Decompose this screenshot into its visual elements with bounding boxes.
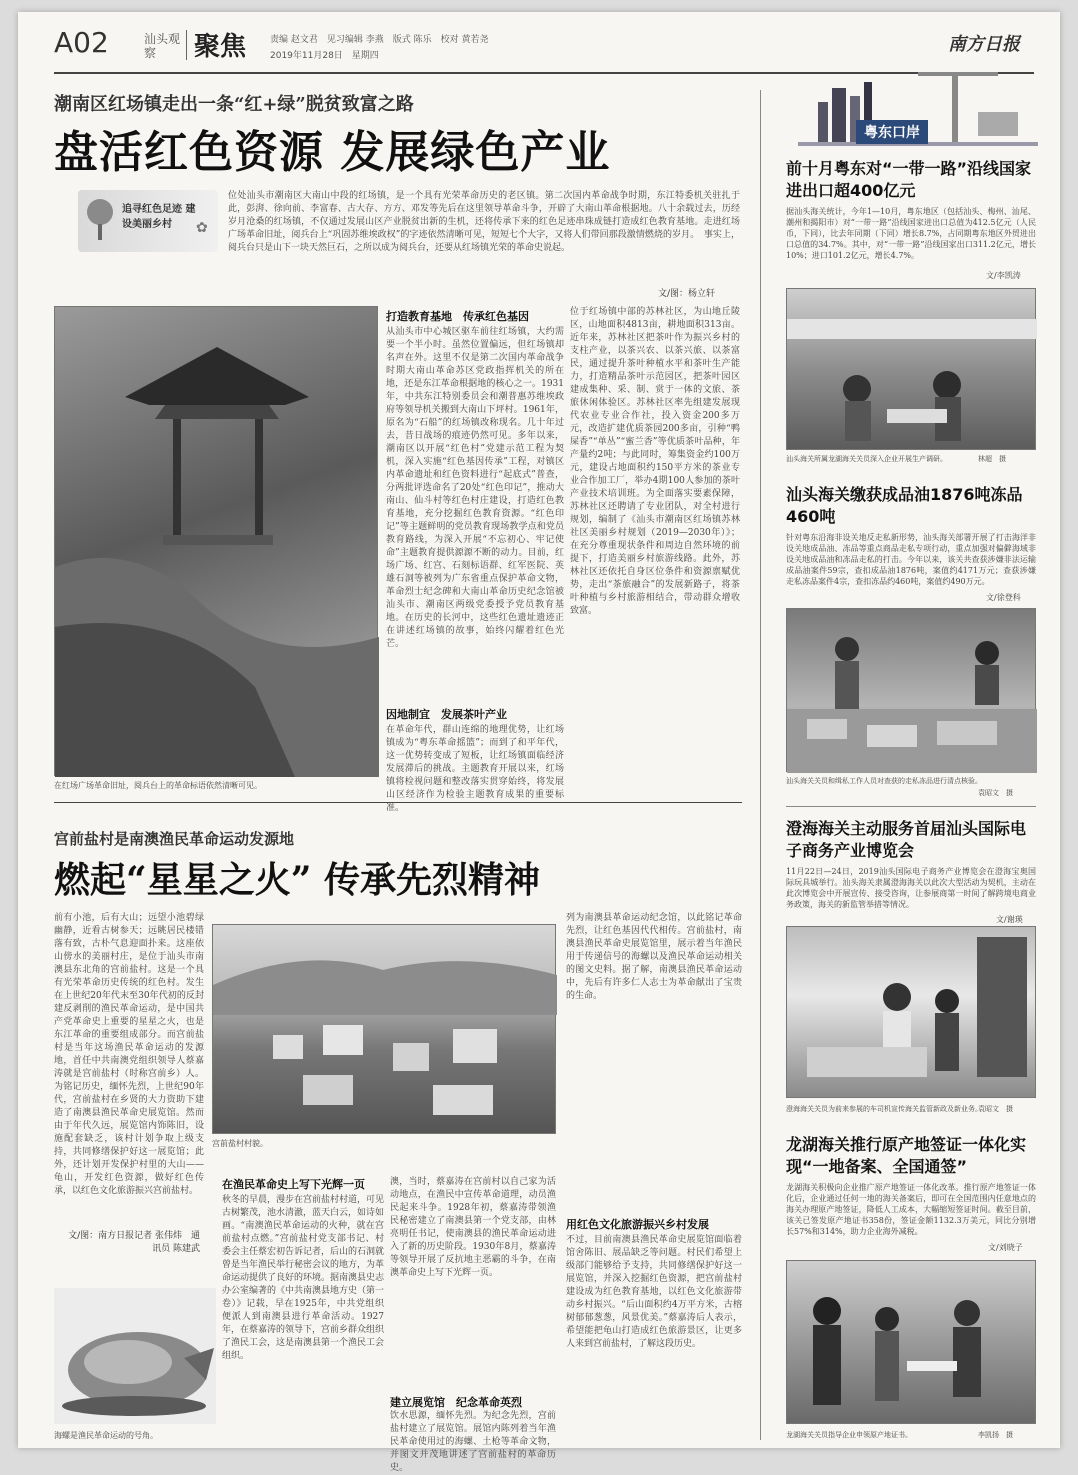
side-item-1-text: 据汕头海关统计，今年1—10月，粤东地区（包括汕头、梅州、汕尾、潮州和揭阳市）对“一带一路”沿线国家进出口总值为412.5亿元（人民币，下同），比去年同期（下同）增长8.7%，占同期粤东地区外贸进出口总值的34.7%。其中，对“一带一路”沿线国家出口311.2亿元，增长10%；进口101.2亿元，增长4.7%。 [786, 207, 1036, 260]
credits: 责编 赵文君 见习编辑 李燕 版式 陈乐 校对 黄若尧 [270, 35, 489, 45]
sidebar-banner-label: 粤东口岸 [856, 120, 928, 144]
village-drawing [213, 925, 557, 1135]
side-item-4-caption: 龙湖海关关员指导企业申领原产地证书。 [786, 1431, 912, 1439]
lead-badge-text: 追寻红色足迹 建设美丽乡村 [122, 204, 196, 230]
side-item-4-title: 龙湖海关推行原产地签证一体化实现“一地备案、全国通签” [786, 1135, 1027, 1176]
second-col4: 列为南澳县革命运动纪念馆，以此铭记革命先烈，让红色基因代代相传。宫前盐村，南澳县渔民革命史展览馆里，展示着当年渔民用于传递信号的海螺以及渔民革命运动相关的图文史料。据了解，南澳县渔民革命运动中，先后有许多仁人志士为革命献出了宝贵的生命。 [566, 913, 742, 1001]
second-byline: 文/图：南方日报记者 张伟炜 通讯员 陈建武 [68, 1231, 200, 1254]
second-col2: 秋冬的早晨，漫步在宫前盐村村道，可见古树繁茂，池水清澈，蓝天白云，如诗如画。“南澳渔民革命运动的火种，就在宫前盐村点燃。”宫前盐村党支部书记、村委会主任蔡宏初告诉记者，后山的石洞就曾是当年渔民举行秘密会议的地方，为革命运动提供了良好的环境。据南澳县史志办公室编著的《中共南澳县地方史（第一卷）》记载，早在1925年，中共党组织便派人到南澳县进行革命活动。1927年，在蔡嘉涛的领导下，宫前乡群众组织了渔民工会，这是南澳县第一个渔民工会组织。 [222, 1195, 385, 1361]
sidebar-banner [798, 62, 1038, 152]
side-item-3-text: 11月22日—24日，2019汕头国际电子商务产业博览会在澄海宝奥国际玩具城举行。汕头海关隶属澄海海关以此次大型活动为契机，主动在此次博览会中开展宣传、接受咨询，让参展商第一时间了解跨境电商业务政策，海关的新监管举措等情况。 [786, 867, 1036, 909]
second-kicker: 宫前盐村是南澳渔民革命运动发源地 [54, 830, 295, 848]
side-item-3-photo [786, 926, 1036, 1098]
customs-service-drawing [787, 1261, 1037, 1425]
second-col3: 澳，当时，蔡嘉涛在宫前村以自己家为活动地点，在渔民中宣传革命道理，动员渔民起来斗争。1928年初，蔡嘉涛带领渔民秘密建立了南澳县第一个党支部，由林亮明任书记，使南澳县的渔民革命运动进入了新的历史阶段。1930年8月，蔡嘉涛等领导开展了反抗地主恶霸的斗争，在南澳革命史上写下光辉一页。 [390, 1177, 556, 1278]
side-item-1-credit: 林超 摄 [978, 455, 1006, 463]
conch-photo [54, 1288, 216, 1424]
side-item-3-caption: 澄海海关关员为前来参展的车司机宣传海关监管新政及新业务。 [786, 1105, 982, 1113]
side-item-2-byline: 文/徐登科 [986, 593, 1021, 602]
section-name: 汕头观察 [144, 32, 181, 60]
side-item-1-byline: 文/李凯涛 [986, 271, 1021, 280]
second-col3b: 饮水思源，缅怀先烈。为纪念先烈，宫前盐村建立了展览馆。展馆内陈列着当年渔民革命使用过的海螺、土枪等革命文物，并图文并茂地讲述了宫前盐村的革命历史。 [390, 1411, 556, 1473]
paper-logo: 南方日报 [948, 34, 1020, 55]
village-caption: 宫前盐村村貌。 [212, 1139, 268, 1148]
tree-icon [84, 198, 116, 242]
expo-booth-drawing [787, 927, 1037, 1099]
side-item-4-credit: 李凯扬 摄 [978, 1431, 1013, 1439]
side-item-1-title: 前十月粤东对“一带一路”沿线国家进出口超400亿元 [786, 159, 1032, 200]
conch-shell-drawing [54, 1288, 216, 1424]
lead-col2: 位于红场镇中部的苏林社区，为山地丘陵区，山地面积4813亩，耕地面积313亩。近年来，苏林社区把茶叶作为振兴乡村的支柱产业，以茶兴农、以茶兴旅、以茶富民，通过提升茶叶种植水平和茶叶生产能力，打造精品茶叶示范园区，把茶叶园区建成集种、采、制、赏于一体的文旅、茶旅休闲体验区。苏林社区率先组建发展现代农业专业合作社，投入资金200多万元，改造扩建优质茶园200多亩，引种“鸭屎香”“单丛”“蜜兰香”等优质茶叶品种，年产量约2吨；与此同时，筹集资金约100万元，建设占地面积约150平方米的茶业专业合作加工厂，举办4期100人参加的茶叶产业技术培训班。为全面落实要素保障，苏林社区还聘请了专业团队，对全村进行规划，编制了《汕头市潮南区红场镇苏林社区美丽乡村规划（2019—2030年）》；在充分尊重现状条件和周边自然环境的前提下，打造美丽乡村旅游线路。此外，苏林社区还依托自身区位条件和资源禀赋优势，走出“茶旅融合”的发展新路子，将茶叶种植与乡村旅游相结合，带动群众增收致富。 [570, 307, 740, 616]
lead-badge [78, 190, 218, 252]
second-subhead-2: 建立展览馆 纪念革命英烈 [390, 1396, 522, 1409]
lead-byline: 文/图：杨立轩 [658, 289, 716, 299]
side-item-1-photo [786, 288, 1036, 450]
side-item-3-credit: 袁昭文 摄 [978, 1105, 1013, 1113]
lead-kicker: 潮南区红场镇走出一条“红+绿”脱贫致富之路 [54, 94, 414, 115]
second-subhead-1: 在渔民革命史上写下光辉一页 [222, 1178, 365, 1191]
pavilion-photo [54, 306, 378, 776]
second-col4b: 不过，目前南澳县渔民革命史展览馆面临着馆舍陈旧、展品缺乏等问题。村民们希望上级部门能够给予支持，共同修缮保护好这一展览馆，并深入挖掘红色资源，把宫前盐村建设成为红色教育基地，以红色文化旅游带动乡村振兴。“后山面积约4万平方米，古榕树郁郁葱葱，风景优美。”蔡嘉涛后人表示，希望能把龟山打造成红色旅游景区，让更多人来到宫前盐村，了解这段历史。 [566, 1235, 742, 1349]
footprint-icon: ✿ [196, 220, 208, 236]
side-item-4-photo [786, 1260, 1036, 1424]
side-item-4-text: 龙湖海关积极向企业推广原产地签证一体化改革。推行原产地签证一体化后，企业通过任何一地的海关备案后，即可在全国范围内任意地点的海关办理原产地签证，降低人工成本，大幅缩短签证时间。截至目前，该关已签发原产地证书358份，签证金额1132.3万美元，同比分别增长57%和314%，助力企业海外减税。 [786, 1183, 1036, 1236]
frozen-goods-inspection-drawing [787, 609, 1037, 773]
side-item-2-text: 针对粤东沿海非设关地反走私新形势，汕头海关部署开展了打击海洋非设关地成品油、冻品等重点商品走私专项行动，重点加强对偏僻海域非设关地成品油和冻品走私的打击。今年以来，该关共查获涉嫌非法运输成品油案件59宗，查扣成品油1876吨，案值约4171万元；查获涉嫌走私冻品案件4宗，查扣冻品约460吨，案值约490万元。 [786, 533, 1036, 586]
lead-headline: 盘活红色资源 发展绿色产业 [54, 127, 611, 178]
side-item-3-byline: 文/谢瑛 [996, 915, 1023, 924]
lead-subhead-2: 因地制宜 发展茶叶产业 [386, 708, 507, 721]
newspaper-page [18, 12, 1060, 1473]
second-headline: 燃起“星星之火” 传承先烈精神 [54, 859, 540, 901]
side-item-3-title: 澄海海关主动服务首届汕头国际电子商务产业博览会 [786, 819, 1027, 860]
column-name: 聚焦 [194, 32, 247, 62]
side-item-2-photo [786, 608, 1036, 772]
side-item-2-title: 汕头海关缴获成品油1876吨冻品460吨 [786, 485, 1023, 526]
second-col1: 前有小池，后有大山；远望小池碧绿幽静，近看古树参天；远眺居民楼错落有致，古朴气息迎面扑来。这座依山傍水的美丽村庄，是位于汕头市南澳县东北角的宫前盐村。这是一个具有光荣革命历史传统的红色村。发生在上世纪20年代末至30年代初的反封建反剥削的渔民革命运动，是中国共产党革命史上重要的星星之火，也是东江革命的重要组成部分。而宫前盐村是当年这场渔民革命运动的发源地，首任中共南澳党组织领导人蔡嘉涛就是宫前盐村（时称宫前乡）人。为铭记历史，缅怀先烈，上世纪90年代，宫前盐村在乡贤的大力资助下建造了南澳县渔民革命史展览馆。然而由于年代久远，展览馆内饰陈旧，设施配套缺乏，该村计划争取上级支持，共同修缮保护好这一展览馆；此外，还计划开发保护村里的大山——龟山，开发红色资源，做好红色传承，以红色文化旅游振兴宫前盐村。 [54, 913, 204, 1196]
issue-date: 2019年11月28日 星期四 [270, 51, 379, 61]
lead-col1: 从汕头市中心城区驱车前往红场镇，大约需要一个半小时。虽然位置偏远，但红场镇却名声在外。这里不仅是第二次国内革命战争时期大南山革命苏区党政指挥机关的所在地，还是东江革命根据地的核心之一。1931年，中共东江特别委员会和潮普惠苏维埃政府等领导机关搬到大南山下坪村。1961年，原名为“石船”的红场镇改称现名。几十年过去，昔日战场的痕迹仍然可见。多年以来，潮南区以开展“红色村”党建示范工程为契机，深入实施“红色基因传承”工程，对镇区内革命遗址和红色资料进行“起底式”普查，分两批评选命名了20处“红色印记”，推动大南山、仙斗村等红色村庄建设，打造红色教育基地，充分挖掘红色教育资源。“红色印记”等主题鲜明的党员教育现场教学点和党员教育路线，为深入开展“不忘初心、牢记使命”主题教育提供源源不断的动力。目前，红场广场、红宫、石刻标语群、红军医院、英雄石洞等被列为广东省重点保护革命文物，革命烈士纪念碑和大南山革命历史纪念馆被汕头市、潮南区两级党委授予党员教育基地。在历史的长河中，这些红色遗址遗迹正在讲述红场镇的故事，始终闪耀着红色光芒。 [386, 327, 564, 649]
side-item-4-byline: 文/刘晓子 [988, 1243, 1023, 1252]
pavilion-caption: 在红场广场革命旧址，阅兵台上的革命标语依然清晰可见。 [54, 781, 262, 790]
pavilion-drawing [55, 307, 379, 777]
factory-workers-drawing [787, 289, 1037, 451]
side-item-2-credit: 袁昭文 摄 [978, 789, 1013, 797]
second-subhead-3: 用红色文化旅游振兴乡村发展 [566, 1218, 709, 1231]
lead-intro: 位处汕头市潮南区大南山中段的红场镇，是一个具有光荣革命历史的老区镇。第二次国内革命战争时期，东江特委机关驻扎于此，彭湃、徐向前、李富春、古大存、方方、邓发等先后在这里领导革命斗争，开辟了大南山革命根据地。八十余载过去，历经岁月沧桑的红场镇，不仅通过发展山区产业脱贫出新的生机，还将传承下来的红色足迹串珠成链打造成红色教育基地。走进红场广场革命旧址，阅兵台上“巩固苏维埃政权”的字迹依然清晰可见，短短七个大字，又将人们带回那段激情燃烧的岁月。 事实上，阅兵台只是山下一块天然巨石，之所以成为阅兵台，还要从红场镇光荣的革命史说起。 [228, 191, 740, 253]
conch-caption: 海螺是渔民革命运动的号角。 [54, 1431, 158, 1440]
lead-col1b: 在革命年代，群山连绵的地理优势，让红场镇成为“粤东革命摇篮”；而到了和平年代，这一优势转变成了短板，让红场镇面临经济发展滞后的挑战。主题教育开展以来，红场镇将检视问题和整改落实贯穿始终，将发展山区经济作为检验主题教育成果的重要标准。 [386, 725, 564, 813]
side-item-1-caption: 汕头海关所属龙湖海关关员深入企业开展生产调研。 [786, 455, 947, 463]
lead-subhead-1: 打造教育基地 传承红色基因 [386, 310, 529, 323]
page-number: A02 [54, 26, 109, 59]
village-photo [212, 924, 556, 1134]
side-item-2-caption: 汕头海关关员和缉私工作人员对查获的走私冻品进行清点核验。 [786, 777, 982, 785]
